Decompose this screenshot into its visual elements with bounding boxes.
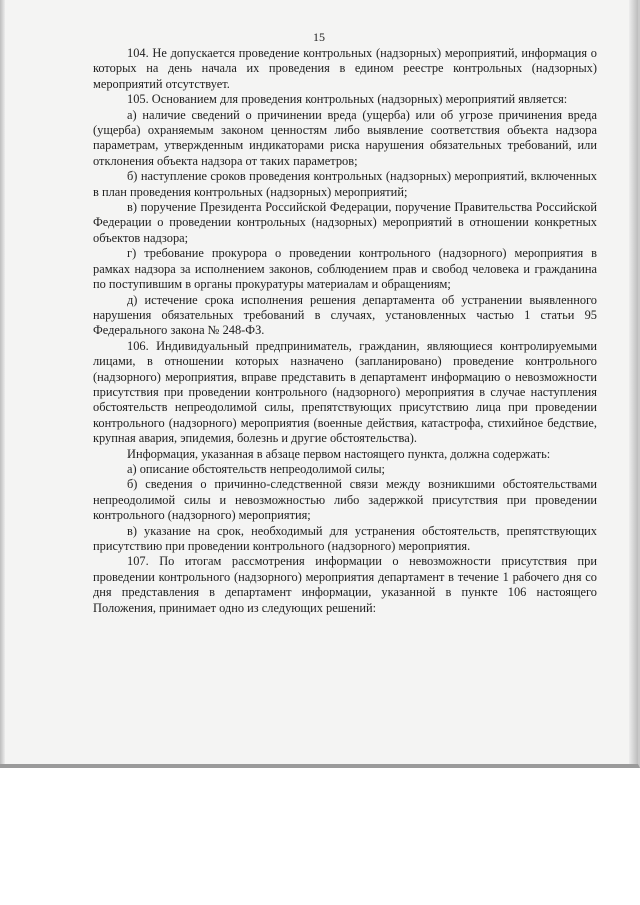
paragraph-104: 104. Не допускается проведение контрольных (надзорных) мероприятий, информация о которых на день начала их проведения в едином реестре контрольных (надзорных) мероприятий отсутствует. (93, 46, 597, 91)
paragraph-106-info: Информация, указанная в абзаце первом настоящего пункта, должна содержать: (127, 446, 551, 461)
paragraph-105-item-b: б) наступление сроков проведения контрольных (надзорных) мероприятий, включенных в план проведения контрольных (надзорных) мероприятий; (93, 169, 597, 199)
paragraph-105-item-v: в) поручение Президента Российской Федерации, поручение Правительства Российской Федерации о проведении контрольных (надзорных) мероприятий в отношении конкретных объектов надзора; (93, 200, 597, 245)
document-body (93, 46, 597, 616)
paragraph-106-item-a: а) описание обстоятельств непреодолимой силы; (127, 461, 386, 476)
paragraph-106-item-v: в) указание на срок, необходимый для устранения обстоятельств, препятствующих присутствию при проведении контрольного (надзорного) мероприятия. (93, 523, 597, 553)
paragraph-105-intro: 105. Основанием для проведения контрольных (надзорных) мероприятий является: (127, 92, 568, 107)
paragraph-106: 106. Индивидуальный предприниматель, гражданин, являющиеся контролируемыми лицами, в отношении которых назначено (запланировано) проведение контрольного (надзорного) мероприятия, вправе представить в департамент информацию о невозможности присутствия при проведении контрольного (надзорного) мероприятия в случае наступления обстоятельств непреодолимой силы, препятствующих присутствию лица при проведении контрольного (надзорного) мероприятия (военные действия, катастрофа, стихийное бедствие, крупная авария, эпидемия, болезнь и другие обстоятельства). (93, 338, 597, 446)
page-number: 15 (313, 30, 325, 44)
paragraph-105-item-a: а) наличие сведений о причинении вреда (ущерба) или об угрозе причинения вреда (ущерба) охраняемым законом ценностям либо выявление соответствия объекта надзора параметрам, утвержденным индикаторами риска нарушения обязательных требований, или отклонения объекта надзора от таких параметров; (93, 107, 597, 168)
paragraph-107: 107. По итогам рассмотрения информации о невозможности присутствия при проведении контрольного (надзорного) мероприятия департамент в течение 1 рабочего дня со дня представления в департамент информации, указанной в пункте 106 настоящего Положения, принимает одно из следующих решений: (93, 554, 597, 615)
paragraph-106-item-b: б) сведения о причинно-следственной связи между возникшими обстоятельствами непреодолимой силы и невозможностью либо задержкой присутствия при проведении контрольного (надзорного) мероприятия; (93, 477, 597, 523)
paragraph-105-item-d: д) истечение срока исполнения решения департамента об устранении выявленного нарушения обязательных требований в случаях, установленных частью 1 статьи 95 Федерального закона № 248-ФЗ. (93, 292, 597, 338)
paragraph-105-item-g: г) требование прокурора о проведении контрольного (надзорного) мероприятия в рамках надзора за исполнением законов, соблюдением прав и свобод человека и гражданина по поступившим в органы прокуратуры материалам и обращениям; (93, 246, 597, 292)
